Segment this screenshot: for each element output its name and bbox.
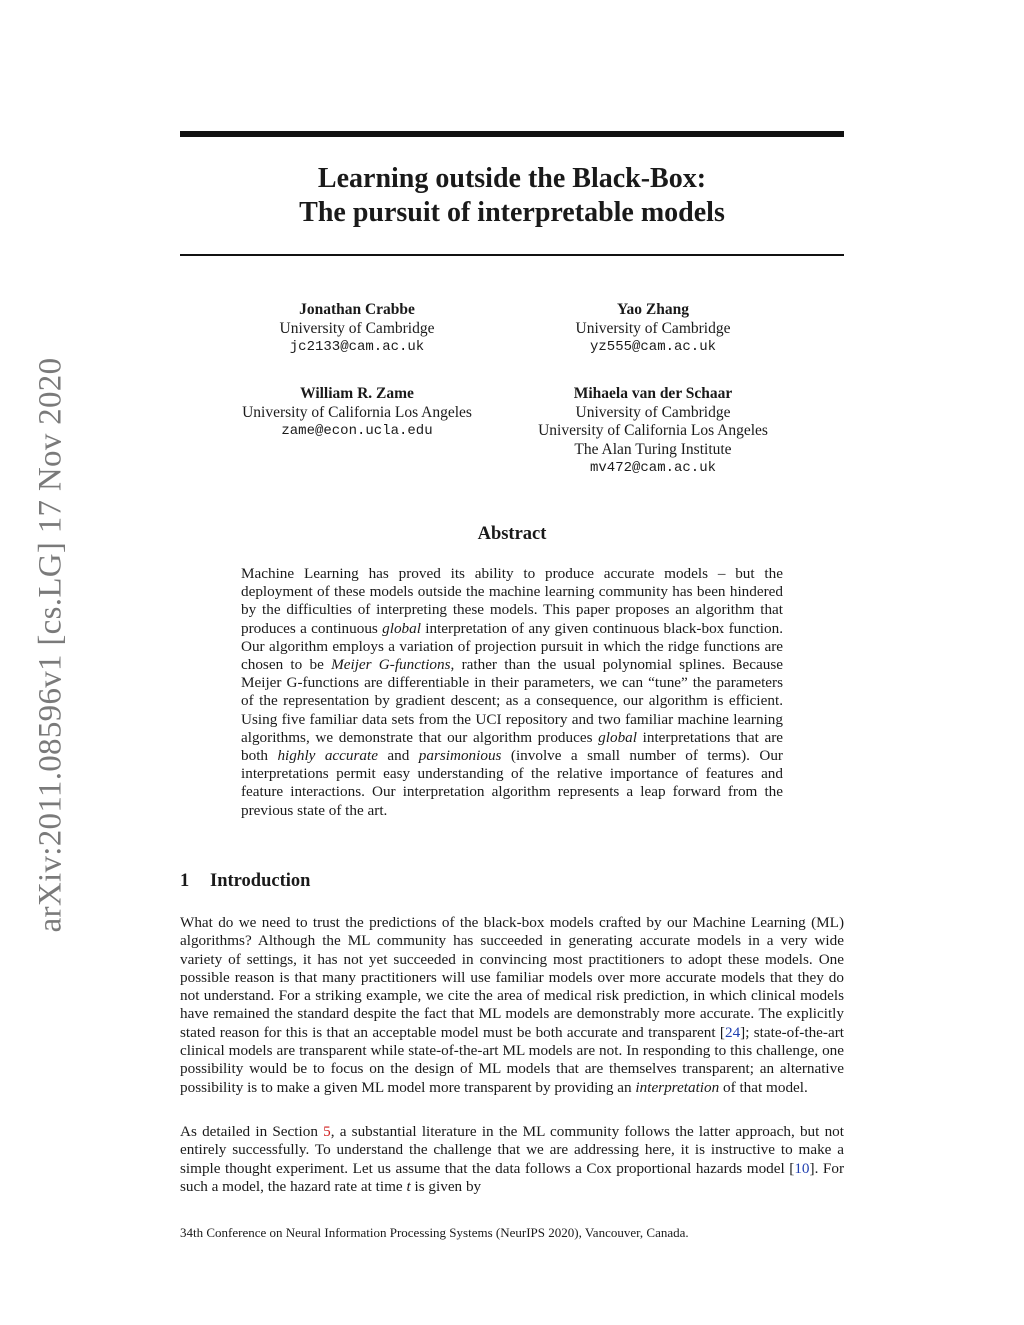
author-block-crabbe — [197, 301, 517, 357]
conference-footnote: 34th Conference on Neural Information Processing Systems (NeurIPS 2020), Vancouver, Canada. — [180, 1225, 689, 1240]
title-bottom-rule — [180, 254, 844, 256]
abstract-heading: Abstract — [477, 524, 547, 544]
author-affiliation: University of California Los Angeles — [538, 422, 768, 439]
author-email[interactable]: zame@econ.ucla.edu — [281, 423, 433, 439]
author-email[interactable]: mv472@cam.ac.uk — [589, 460, 717, 476]
author-email[interactable]: yz555@cam.ac.uk — [589, 339, 717, 355]
section-number: 1 — [180, 871, 190, 891]
paper-title-line-1: Learning outside the Black-Box: — [317, 163, 707, 194]
author-block-van-der-schaar — [493, 385, 813, 478]
author-name: William R. Zame — [300, 385, 414, 402]
section-heading-introduction — [180, 871, 310, 892]
citation-link[interactable]: 10 — [794, 1159, 810, 1177]
author-affiliation: University of Cambridge — [575, 403, 731, 421]
author-name: Yao Zhang — [617, 301, 689, 318]
author-block-zhang — [493, 301, 813, 357]
author-affiliation: University of Cambridge — [575, 319, 731, 337]
citation-link[interactable]: 24 — [724, 1023, 741, 1041]
author-email[interactable]: jc2133@cam.ac.uk — [289, 339, 425, 355]
section-title-text: Introduction — [210, 871, 311, 891]
author-block-zame — [197, 385, 517, 441]
section-reference-link[interactable]: 5 — [323, 1123, 331, 1140]
paper-title-line-2: The pursuit of interpretable models — [299, 197, 725, 228]
intro-paragraph-1: What do we need to trust the predictions of the black-box models crafted by our Machine Learning (ML) algorithms? Although the ML community has succeeded in generating accurate models in a very wide variety of settings, it has not yet succeeded in convincing most practitioners to adopt these models. One possible reason is that many practitioners will use familiar models over more accurate models that they do not understand. For a striking example, we cite the area of medical risk prediction, in which clinical models have remained the standard despite the fact that ML models are demonstrably more accurate. The explicitly stated reason for this is that an acceptable model must be both accurate and transparent [24]; state-of-the-art clinical models are transparent while state-of-the-art ML models are not. In responding to this challenge, one possibility would be to focus on the design of ML models that are themselves transparent; an alternative possibility is to make a given ML model more transparent by providing an interpretation of that model. — [180, 914, 844, 1096]
author-affiliation: The Alan Turing Institute — [574, 440, 732, 458]
title-top-rule — [180, 131, 844, 137]
intro-paragraph-2: As detailed in Section 5, a substantial literature in the ML community follows the latter approach, but not entirely successfully. To understand the challenge that we are addressing here, it is instructive to make a simple thought experiment. Let us assume that the data follows a Cox proportional hazards model [10]. For such a model, the hazard rate at time t is given by — [180, 1123, 845, 1195]
math-variable: t — [406, 1177, 411, 1195]
author-name: Jonathan Crabbe — [299, 301, 415, 318]
paper-title — [180, 162, 844, 230]
arxiv-identifier: arXiv:2011.08596v1 [cs.LG] 17 Nov 2020 — [32, 357, 69, 933]
author-affiliation: University of California Los Angeles — [242, 403, 472, 421]
abstract-text: Machine Learning has proved its ability to produce accurate models – but the deployment of these models outside the machine learning community has been hindered by the difficulties of interpreting these models. This paper proposes an algorithm that produces a continuous global interpretation of any given continuous black-box function. Our algorithm employs a variation of projection pursuit in which the ridge functions are chosen to be Meijer G-functions, rather than the usual polynomial splines. Because Meijer G-functions are differentiable in their parameters, we can “tune” the parameters of the representation by gradient descent; as a consequence, our algorithm is efficient. Using five familiar data sets from the UCI repository and two familiar machine learning algorithms, we demonstrate that our algorithm produces global interpretations that are both highly accurate and parsimonious (involve a small number of terms). Our interpretations permit easy understanding of the relative importance of features and feature interactions. Our interpretation algorithm represents a leap forward from the previous state of the art. — [241, 565, 784, 819]
author-affiliation: University of Cambridge — [279, 319, 435, 337]
author-name: Mihaela van der Schaar — [573, 385, 733, 402]
